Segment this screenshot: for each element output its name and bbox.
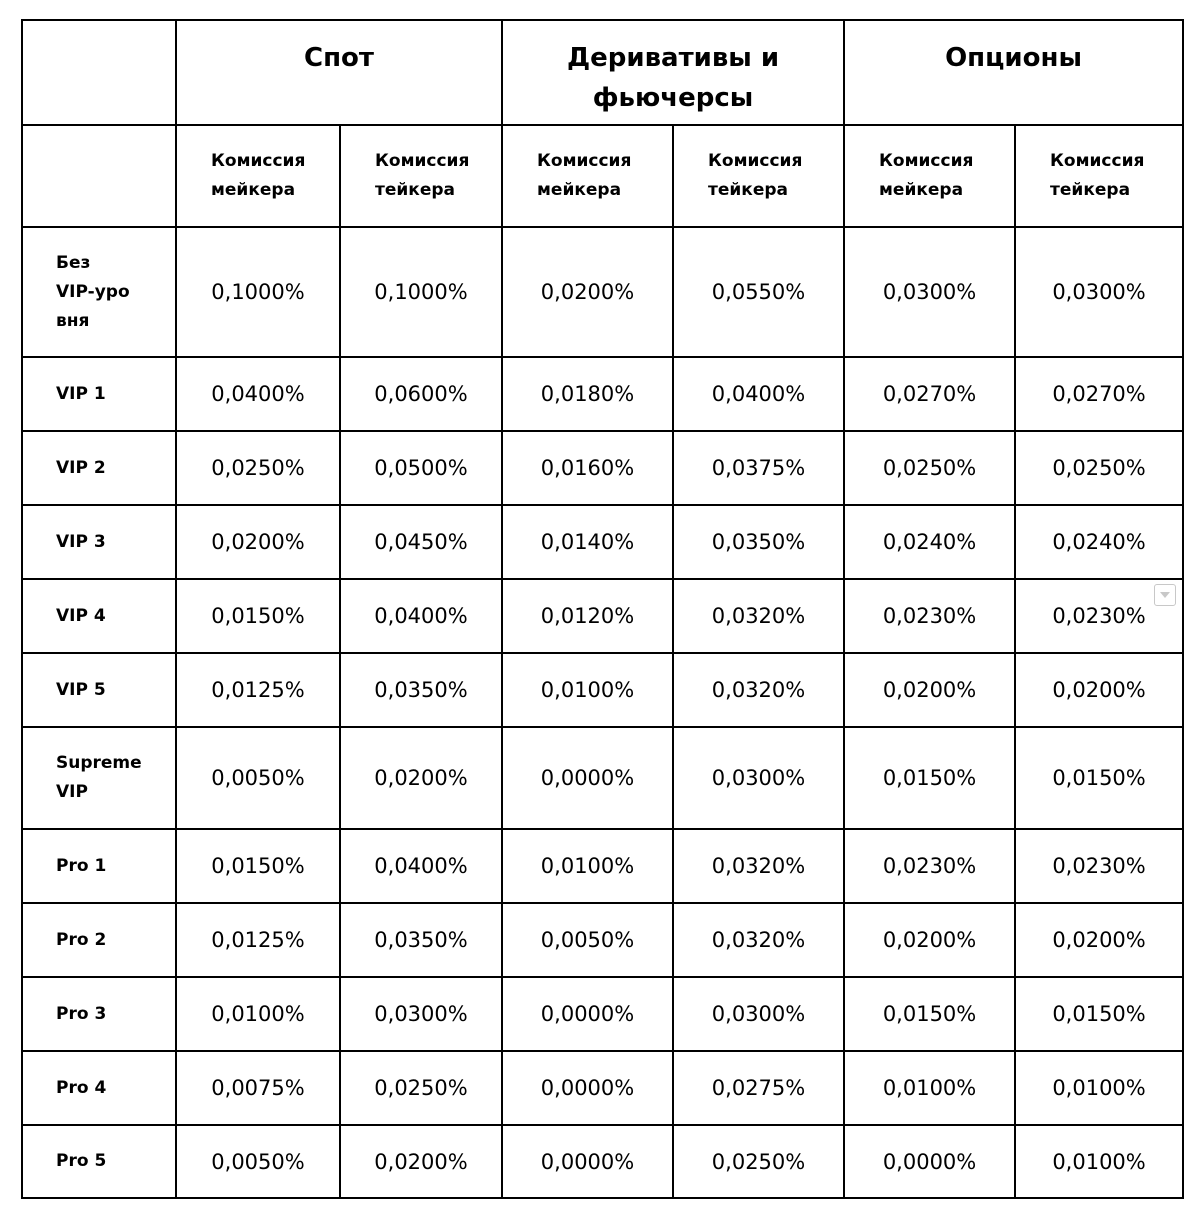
table-row [22, 227, 1183, 357]
fee-cell-options-taker: 0,0100% [1015, 1051, 1183, 1125]
fee-cell-options-taker: 0,0150% [1015, 977, 1183, 1051]
fee-cell-options-maker: 0,0150% [844, 727, 1015, 829]
fee-cell-derivatives-taker: 0,0250% [673, 1125, 844, 1198]
fee-cell-derivatives-taker: 0,0400% [673, 357, 844, 431]
chevron-down-icon [1160, 592, 1170, 598]
fee-cell-spot-maker: 0,0150% [176, 829, 340, 903]
fee-cell-derivatives-maker: 0,0200% [502, 227, 673, 357]
fee-cell-derivatives-maker: 0,0160% [502, 431, 673, 505]
fee-cell-spot-taker: 0,1000% [340, 227, 502, 357]
fee-cell-options-maker: 0,0100% [844, 1051, 1015, 1125]
table-row [22, 903, 1183, 977]
col-header-line: Комиссия [375, 151, 470, 171]
tier-label-line: Pro 5 [56, 1151, 107, 1171]
fee-cell-spot-taker: 0,0200% [340, 727, 502, 829]
fee-cell-spot-taker: 0,0400% [340, 829, 502, 903]
col-header-line: тейкера [375, 180, 456, 200]
fee-cell-spot-taker: 0,0350% [340, 903, 502, 977]
fee-cell-options-taker: 0,0150% [1015, 727, 1183, 829]
fee-cell-derivatives-maker: 0,0100% [502, 829, 673, 903]
tier-label-line: Pro 1 [56, 855, 107, 876]
table-row [22, 1125, 1183, 1198]
fee-cell-derivatives-taker: 0,0320% [673, 829, 844, 903]
fee-cell-options-maker: 0,0300% [844, 227, 1015, 357]
fee-cell-options-maker: 0,0150% [844, 977, 1015, 1051]
fee-cell-spot-maker: 0,0050% [176, 1125, 340, 1198]
table-row [22, 505, 1183, 579]
col-header-line: Комиссия [708, 151, 803, 171]
tier-label-line: вня [56, 310, 90, 331]
fee-cell-derivatives-maker: 0,0000% [502, 727, 673, 829]
column-header-row [22, 125, 1183, 227]
fee-cell-options-taker: 0,0200% [1015, 653, 1183, 727]
fee-cell-derivatives-taker: 0,0375% [673, 431, 844, 505]
fee-cell-derivatives-taker: 0,0350% [673, 505, 844, 579]
tier-label-line: Без [56, 252, 91, 273]
fee-cell-derivatives-maker: 0,0000% [502, 977, 673, 1051]
fee-cell-derivatives-taker: 0,0320% [673, 579, 844, 653]
fee-cell-spot-maker: 0,0125% [176, 903, 340, 977]
tier-label [22, 579, 176, 653]
fee-cell-spot-maker: 0,0125% [176, 653, 340, 727]
col-header-line: Комиссия [537, 151, 632, 171]
fee-cell-spot-taker: 0,0500% [340, 431, 502, 505]
tier-label-line: VIP 2 [56, 457, 106, 478]
fee-cell-spot-taker: 0,0600% [340, 357, 502, 431]
col-header-spot-maker [176, 125, 340, 227]
table-row [22, 357, 1183, 431]
tier-label-line: VIP 5 [56, 679, 106, 700]
fee-cell-derivatives-taker: 0,0300% [673, 977, 844, 1051]
fee-cell-spot-maker: 0,1000% [176, 227, 340, 357]
tier-label [22, 1051, 176, 1125]
fee-cell-options-maker: 0,0240% [844, 505, 1015, 579]
fee-table [21, 19, 1184, 1199]
col-header-line: Комиссия [1050, 151, 1145, 171]
fee-cell-derivatives-taker: 0,0550% [673, 227, 844, 357]
fee-cell-options-taker: 0,0230% [1015, 829, 1183, 903]
table-row [22, 977, 1183, 1051]
fee-cell-options-taker: 0,0300% [1015, 227, 1183, 357]
fee-cell-spot-taker: 0,0300% [340, 977, 502, 1051]
tier-label-line: VIP 4 [56, 605, 106, 626]
fee-cell-options-taker: 0,0230% [1015, 579, 1183, 653]
col-header-derivatives-maker [502, 125, 673, 227]
fee-cell-options-maker: 0,0250% [844, 431, 1015, 505]
group-header-options: Опционы [844, 20, 1183, 125]
fee-cell-derivatives-maker: 0,0120% [502, 579, 673, 653]
fee-cell-spot-maker: 0,0200% [176, 505, 340, 579]
fee-cell-options-maker: 0,0000% [844, 1125, 1015, 1198]
tier-label-line: VIP-уро [56, 281, 130, 302]
fee-cell-derivatives-taker: 0,0320% [673, 653, 844, 727]
fee-cell-derivatives-maker: 0,0050% [502, 903, 673, 977]
fee-cell-options-taker: 0,0240% [1015, 505, 1183, 579]
fee-cell-spot-taker: 0,0400% [340, 579, 502, 653]
tier-label [22, 357, 176, 431]
fee-cell-derivatives-maker: 0,0000% [502, 1051, 673, 1125]
group-header-row [22, 20, 1183, 125]
col-header-spot-taker [340, 125, 502, 227]
tier-label-line: Pro 2 [56, 929, 107, 950]
col-header-line: мейкера [211, 180, 296, 200]
fee-cell-spot-maker: 0,0150% [176, 579, 340, 653]
col-header-line: мейкера [879, 180, 964, 200]
cell-menu-button[interactable] [1154, 584, 1176, 606]
tier-label [22, 1125, 176, 1198]
fee-cell-spot-maker: 0,0050% [176, 727, 340, 829]
col-header-line: мейкера [537, 180, 622, 200]
tier-label [22, 727, 176, 829]
tier-label-line: Supreme [56, 753, 142, 773]
tier-label [22, 505, 176, 579]
fee-cell-derivatives-maker: 0,0100% [502, 653, 673, 727]
table-row [22, 1051, 1183, 1125]
fee-cell-options-maker: 0,0230% [844, 579, 1015, 653]
subheader-corner-cell [22, 125, 176, 227]
col-header-line: тейкера [708, 180, 789, 200]
fee-cell-spot-maker: 0,0400% [176, 357, 340, 431]
group-header-spot: Спот [176, 20, 502, 125]
fee-cell-options-taker: 0,0250% [1015, 431, 1183, 505]
table-row [22, 579, 1183, 653]
tier-label [22, 227, 176, 357]
tier-label-line: VIP 3 [56, 531, 106, 552]
tier-label-line: Pro 3 [56, 1003, 107, 1024]
tier-label [22, 829, 176, 903]
group-header-derivatives: Деривативы и фьючерсы [502, 20, 844, 125]
fee-cell-options-maker: 0,0200% [844, 903, 1015, 977]
fee-cell-options-taker: 0,0100% [1015, 1125, 1183, 1198]
fee-cell-spot-maker: 0,0100% [176, 977, 340, 1051]
col-header-options-taker [1015, 125, 1183, 227]
fee-cell-derivatives-maker: 0,0140% [502, 505, 673, 579]
table-row [22, 727, 1183, 829]
fee-cell-spot-taker: 0,0200% [340, 1125, 502, 1198]
fee-cell-derivatives-taker: 0,0300% [673, 727, 844, 829]
col-header-line: Комиссия [879, 151, 974, 171]
fee-cell-derivatives-maker: 0,0000% [502, 1125, 673, 1198]
table-row [22, 653, 1183, 727]
header-corner-cell [22, 20, 176, 125]
tier-label-line: VIP [56, 782, 88, 802]
fee-cell-spot-taker: 0,0450% [340, 505, 502, 579]
fee-cell-options-taker: 0,0200% [1015, 903, 1183, 977]
tier-label [22, 431, 176, 505]
fee-rows [22, 227, 1183, 1198]
tier-label-line: Pro 4 [56, 1077, 107, 1098]
table-row [22, 829, 1183, 903]
fee-cell-derivatives-taker: 0,0320% [673, 903, 844, 977]
fee-cell-spot-maker: 0,0075% [176, 1051, 340, 1125]
tier-label [22, 977, 176, 1051]
fee-cell-options-taker: 0,0270% [1015, 357, 1183, 431]
tier-label-line: VIP 1 [56, 383, 106, 404]
tier-label [22, 903, 176, 977]
fee-cell-spot-maker: 0,0250% [176, 431, 340, 505]
fee-cell-options-maker: 0,0270% [844, 357, 1015, 431]
col-header-line: Комиссия [211, 151, 306, 171]
fee-cell-options-maker: 0,0230% [844, 829, 1015, 903]
fee-cell-spot-taker: 0,0250% [340, 1051, 502, 1125]
table-row [22, 431, 1183, 505]
fee-cell-derivatives-taker: 0,0275% [673, 1051, 844, 1125]
fee-cell-derivatives-maker: 0,0180% [502, 357, 673, 431]
fee-cell-spot-taker: 0,0350% [340, 653, 502, 727]
fee-cell-options-maker: 0,0200% [844, 653, 1015, 727]
tier-label [22, 653, 176, 727]
col-header-options-maker [844, 125, 1015, 227]
col-header-derivatives-taker [673, 125, 844, 227]
col-header-line: тейкера [1050, 180, 1131, 200]
